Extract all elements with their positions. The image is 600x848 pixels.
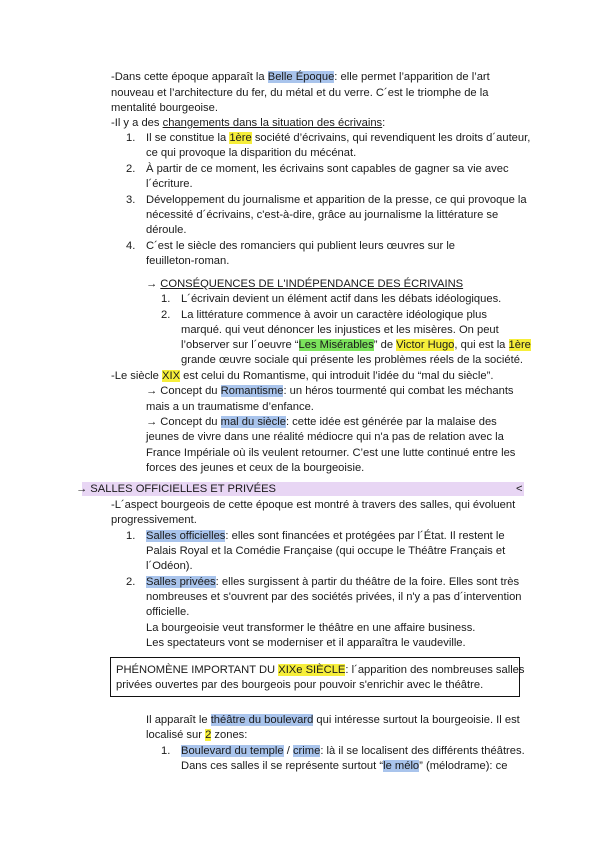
list-item: Développement du journalisme et apparition de la presse, ce qui provoque la bbox=[146, 194, 527, 206]
section-mark: < bbox=[516, 483, 523, 495]
highlight-salles-privees: Salles privées bbox=[146, 576, 216, 588]
list-number: 1. bbox=[161, 745, 171, 757]
list-item bbox=[146, 131, 530, 145]
list-number: 1. bbox=[126, 132, 136, 144]
romanticism-line bbox=[111, 369, 493, 383]
list-item-cont: l´Odéon). bbox=[146, 560, 193, 572]
underlined-text: changements dans la situation des écrivains bbox=[162, 117, 383, 129]
list-item-cont: déroule. bbox=[146, 224, 187, 236]
text: est celui du Romantisme, qui introduit l’idée du “mal du siècle”. bbox=[180, 370, 494, 382]
concept-line bbox=[146, 415, 497, 429]
intro-line-2: nouveau et l’architecture du fer, du métal et du verre. C´est le triomphe de la bbox=[111, 87, 489, 99]
highlight-theatre-du-boulevard: théâtre du boulevard bbox=[210, 714, 314, 726]
list-item-cont: l´écriture. bbox=[146, 178, 193, 190]
changes-heading bbox=[111, 116, 385, 130]
list-item-cont: grande œuvre sociale qui présente les problèmes réels de la société. bbox=[181, 354, 524, 366]
text: -Il y a des bbox=[111, 117, 163, 129]
text: : un héros tourmenté qui combat les méchants bbox=[283, 385, 514, 397]
list-item-cont bbox=[181, 338, 531, 352]
list-item bbox=[146, 575, 519, 589]
concept-line: France Impériale où ils veulent retourner. C’est une lutte continué entre les bbox=[146, 447, 516, 459]
text: ” (mélodrame): ce bbox=[419, 760, 508, 772]
text: -Le siècle bbox=[111, 370, 162, 382]
list-number: 3. bbox=[126, 194, 136, 206]
text: / bbox=[283, 745, 293, 757]
list-item bbox=[146, 529, 505, 543]
list-number: 2. bbox=[126, 163, 136, 175]
list-item: L´écrivain devient un élément actif dans les débats idéologiques. bbox=[181, 293, 502, 305]
highlight-xixe-siecle: XIXe SIÈCLE bbox=[278, 664, 346, 676]
text: PHÉNOMÈNE IMPORTANT DU bbox=[116, 664, 279, 676]
note-line: privées ouvertes par des bourgeois pour pouvoir s'enrichir avec le théâtre. bbox=[116, 679, 484, 691]
text: qui intéresse surtout la bourgeoisie. Il est bbox=[313, 714, 520, 726]
highlight-mal-du-siecle: mal du siècle bbox=[220, 416, 286, 428]
list-item-cont: ce qui provoque la disparition du mécénat. bbox=[146, 147, 357, 159]
list-item: La littérature commence à avoir un caractère idéologique plus bbox=[181, 309, 487, 321]
note-line bbox=[116, 663, 525, 677]
text: l’observer sur l´oeuvre “ bbox=[181, 339, 299, 351]
list-item: À partir de ce moment, les écrivains sont capables de gagner sa vie avec bbox=[146, 163, 509, 175]
text: : l´apparition des nombreuses salles bbox=[345, 664, 525, 676]
highlight-2: 2 bbox=[205, 729, 212, 741]
list-item-cont: nombreuses et s'ouvrent par des sociétés privées, il n'y a pas d´intervention bbox=[146, 591, 522, 603]
list-item-cont: feuilleton-roman. bbox=[146, 255, 230, 267]
list-item-cont: nécessité d´écrivains, c'est-à-dire, grâce au journalisme la littérature se bbox=[146, 209, 499, 221]
highlight-crime: crime bbox=[292, 745, 321, 757]
boulevard-line bbox=[146, 713, 520, 727]
list-item-cont: marqué. qui veut dénoncer les injustices et les misères. On peut bbox=[181, 324, 499, 336]
list-number: 2. bbox=[161, 309, 171, 321]
list-number: 1. bbox=[126, 530, 136, 542]
highlight-salles-officielles: Salles officielles bbox=[146, 530, 226, 542]
concept-line: jeunes de vivre dans une réalité médiocre qui n'a pas de relation avec la bbox=[146, 431, 504, 443]
salles-line: -L´aspect bourgeois de cette époque est montré à travers des salles, qui évoluent bbox=[111, 499, 516, 511]
highlight-belle-epoque: Belle Époque bbox=[267, 71, 335, 83]
list-item-cont: officielle. bbox=[146, 606, 190, 618]
text: : elles sont financées et protégées par l´État. Il restent le bbox=[225, 530, 505, 542]
highlight-victor-hugo: Victor Hugo bbox=[396, 339, 455, 351]
consequences-heading bbox=[146, 277, 463, 291]
text: → Concept du bbox=[146, 385, 221, 397]
highlight-1ere: 1ère bbox=[508, 339, 531, 351]
highlight-xix: XIX bbox=[162, 370, 181, 382]
text: Il se constitue la bbox=[146, 132, 230, 144]
list-number: 2. bbox=[126, 576, 136, 588]
text: ” de bbox=[373, 339, 397, 351]
text: société d’écrivains, qui revendiquent les droits d´auteur, bbox=[251, 132, 531, 144]
intro-line-1 bbox=[111, 70, 490, 84]
concept-line: mais a un traumatisme d’enfance. bbox=[146, 401, 314, 413]
text: : là il se localisent des différents théâtres. bbox=[320, 745, 525, 757]
text: , qui est la bbox=[454, 339, 509, 351]
text: : cette idée est générée par la malaise des bbox=[285, 416, 497, 428]
list-item: C´est le siècle des romanciers qui publient leurs œuvres sur le bbox=[146, 240, 456, 252]
text: : elle permet l’apparition de l’art bbox=[334, 71, 490, 83]
text: → Concept du bbox=[146, 416, 221, 428]
boulevard-line bbox=[146, 728, 247, 742]
highlight-les-miserables: Les Misérables bbox=[298, 339, 374, 351]
highlight-le-melo: le mélo bbox=[383, 760, 420, 772]
list-item bbox=[181, 744, 525, 758]
text: : elles surgissent à partir du théâtre de la foire. Elles sont très bbox=[215, 576, 520, 588]
list-item-cont: Palais Royal et la Comédie Française (qui occupe le Théâtre Français et bbox=[146, 545, 506, 557]
highlight-romantisme: Romantisme bbox=[220, 385, 284, 397]
arrow: → bbox=[146, 278, 161, 290]
text: -Dans cette époque apparaît la bbox=[111, 71, 268, 83]
section-heading: → SALLES OFFICIELLES ET PRIVÉES bbox=[76, 483, 276, 495]
salles-line: progressivement. bbox=[111, 514, 197, 526]
intro-line-3: mentalité bourgeoise. bbox=[111, 102, 218, 114]
list-item-cont: La bourgeoisie veut transformer le théâtre en une affaire business. bbox=[146, 622, 476, 634]
list-item-cont: Les spectateurs vont se moderniser et il apparaîtra le vaudeville. bbox=[146, 637, 466, 649]
concept-line: forces des jeunes et ceux de la bourgeoisie. bbox=[146, 462, 365, 474]
highlight-boulevard-du-temple: Boulevard du temple bbox=[181, 745, 284, 757]
text: zones: bbox=[211, 729, 248, 741]
list-number: 4. bbox=[126, 240, 136, 252]
underlined-text: CONSÉQUENCES DE L'INDÉPENDANCE DES ÉCRIVAINS bbox=[160, 278, 464, 290]
highlight-1ere: 1ère bbox=[229, 132, 252, 144]
list-item-cont bbox=[181, 759, 507, 773]
text: Il apparaît le bbox=[146, 714, 211, 726]
list-number: 1. bbox=[161, 293, 171, 305]
text: Dans ces salles il se représente surtout “ bbox=[181, 760, 384, 772]
concept-line bbox=[146, 384, 514, 398]
text: localisé sur bbox=[146, 729, 206, 741]
text: : bbox=[382, 117, 386, 129]
